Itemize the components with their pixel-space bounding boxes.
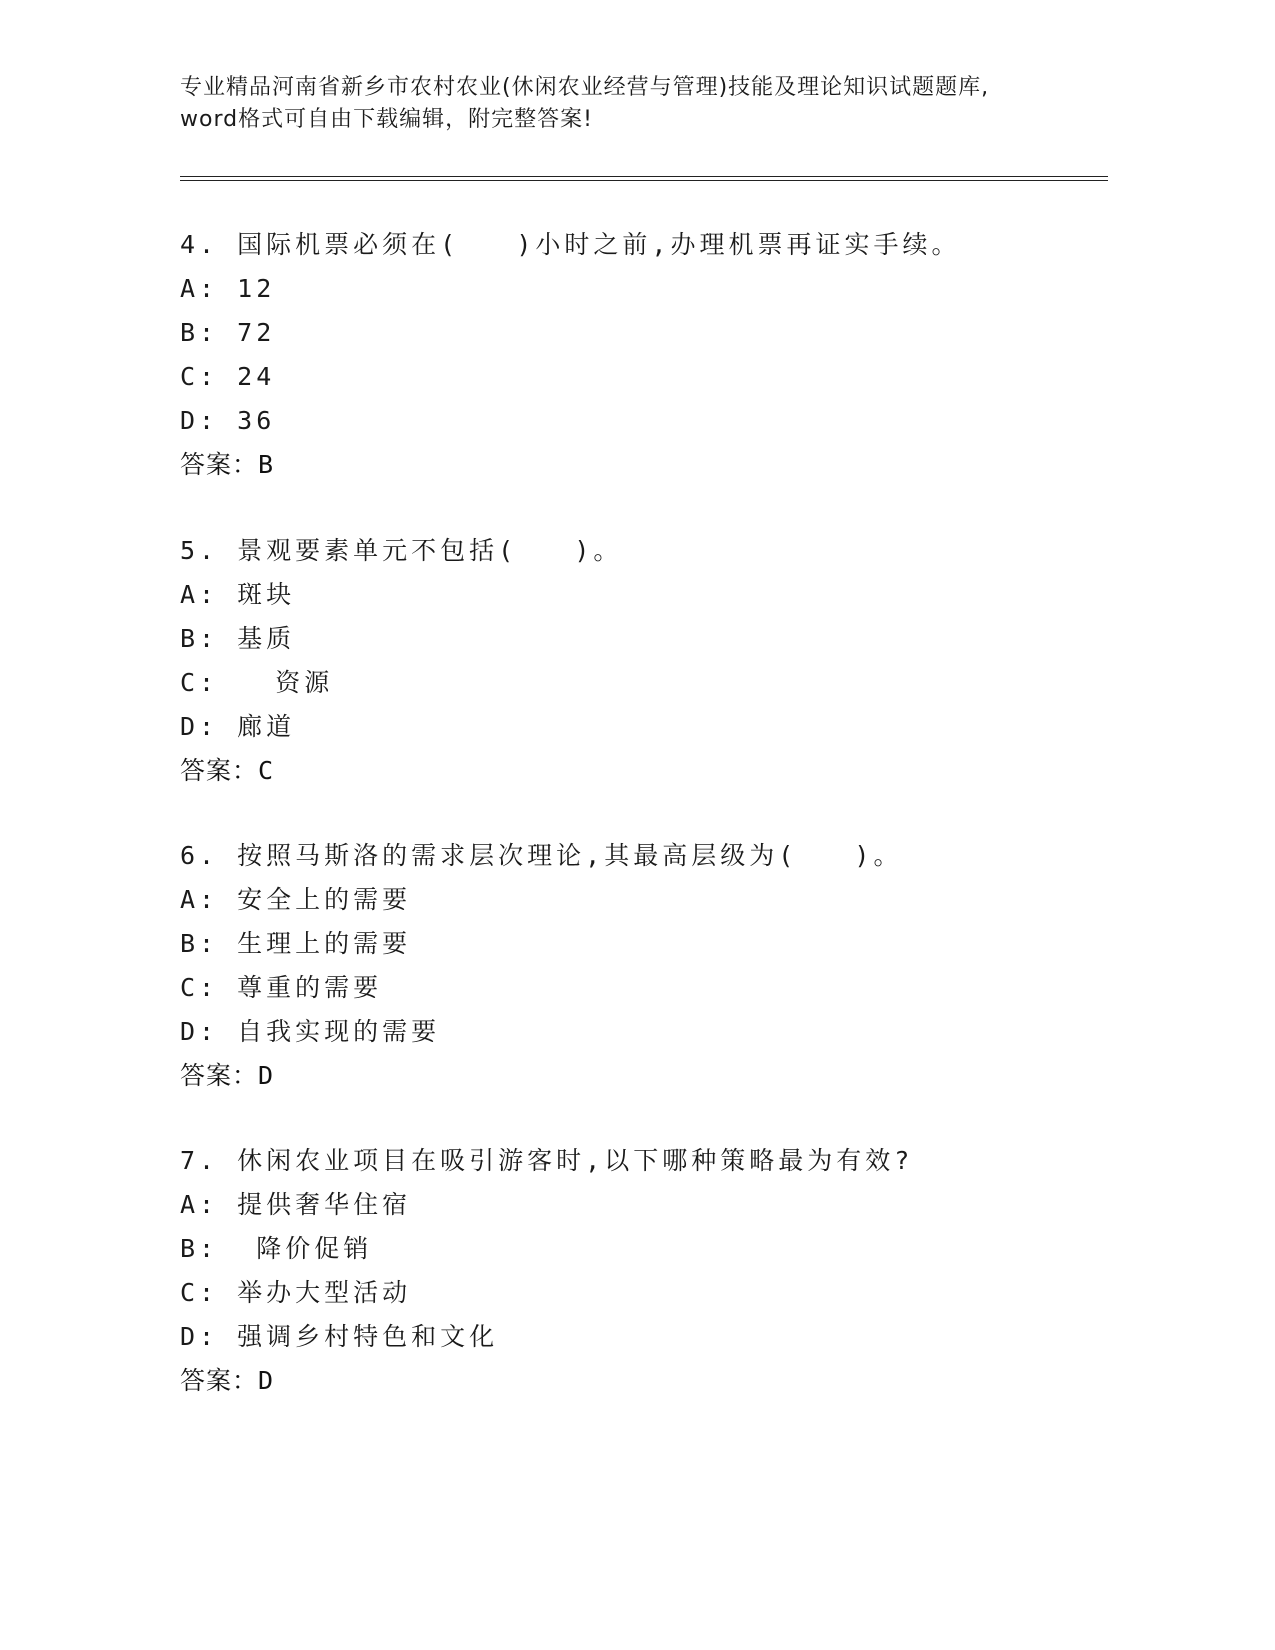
- answer-label: 答案：: [180, 450, 259, 479]
- question-5: [180, 529, 1120, 793]
- option-c: C: 24: [180, 362, 276, 391]
- question-text: 5. 景观要素单元不包括( )。: [180, 536, 623, 565]
- document-header: [180, 72, 1120, 136]
- question-text: 4. 国际机票必须在( )小时之前,办理机票再证实手续。: [180, 230, 961, 259]
- answer-value: D: [258, 1366, 275, 1395]
- answer-line: [180, 1359, 1120, 1403]
- option-d: D: 廊道: [180, 712, 296, 741]
- option-a: A: 12: [180, 274, 276, 303]
- answer-line: [180, 1054, 1120, 1098]
- question-7: [180, 1139, 1120, 1403]
- answer-label: 答案：: [180, 756, 259, 785]
- answer-value: C: [258, 756, 275, 785]
- option-b: B: 生理上的需要: [180, 929, 412, 958]
- option-c: C: 举办大型活动: [180, 1278, 412, 1307]
- answer-label: 答案：: [180, 1366, 259, 1395]
- question-6: [180, 834, 1120, 1098]
- answer-label: 答案：: [180, 1061, 259, 1090]
- answer-value: D: [258, 1061, 275, 1090]
- option-c: C: 资源: [180, 668, 334, 697]
- option-d: D: 36: [180, 406, 276, 435]
- option-b: B: 基质: [180, 624, 296, 653]
- question-4: [180, 223, 1120, 487]
- option-a: A: 安全上的需要: [180, 885, 412, 914]
- answer-value: B: [258, 450, 275, 479]
- header-divider: [180, 176, 1108, 181]
- header-title-line-2: word格式可自由下载编辑，附完整答案!: [180, 107, 593, 132]
- option-b: B: 72: [180, 318, 276, 347]
- option-d: D: 强调乡村特色和文化: [180, 1322, 499, 1351]
- answer-line: [180, 443, 1120, 487]
- question-text: 7. 休闲农业项目在吸引游客时,以下哪种策略最为有效?: [180, 1146, 914, 1175]
- question-text: 6. 按照马斯洛的需求层次理论,其最高层级为( )。: [180, 841, 903, 870]
- header-title-line-1: 专业精品河南省新乡市农村农业(休闲农业经营与管理)技能及理论知识试题题库,: [180, 75, 990, 100]
- option-a: A: 斑块: [180, 580, 296, 609]
- option-a: A: 提供奢华住宿: [180, 1190, 412, 1219]
- option-d: D: 自我实现的需要: [180, 1017, 441, 1046]
- option-c: C: 尊重的需要: [180, 973, 383, 1002]
- answer-line: [180, 749, 1120, 793]
- option-b: B: 降价促销: [180, 1234, 373, 1263]
